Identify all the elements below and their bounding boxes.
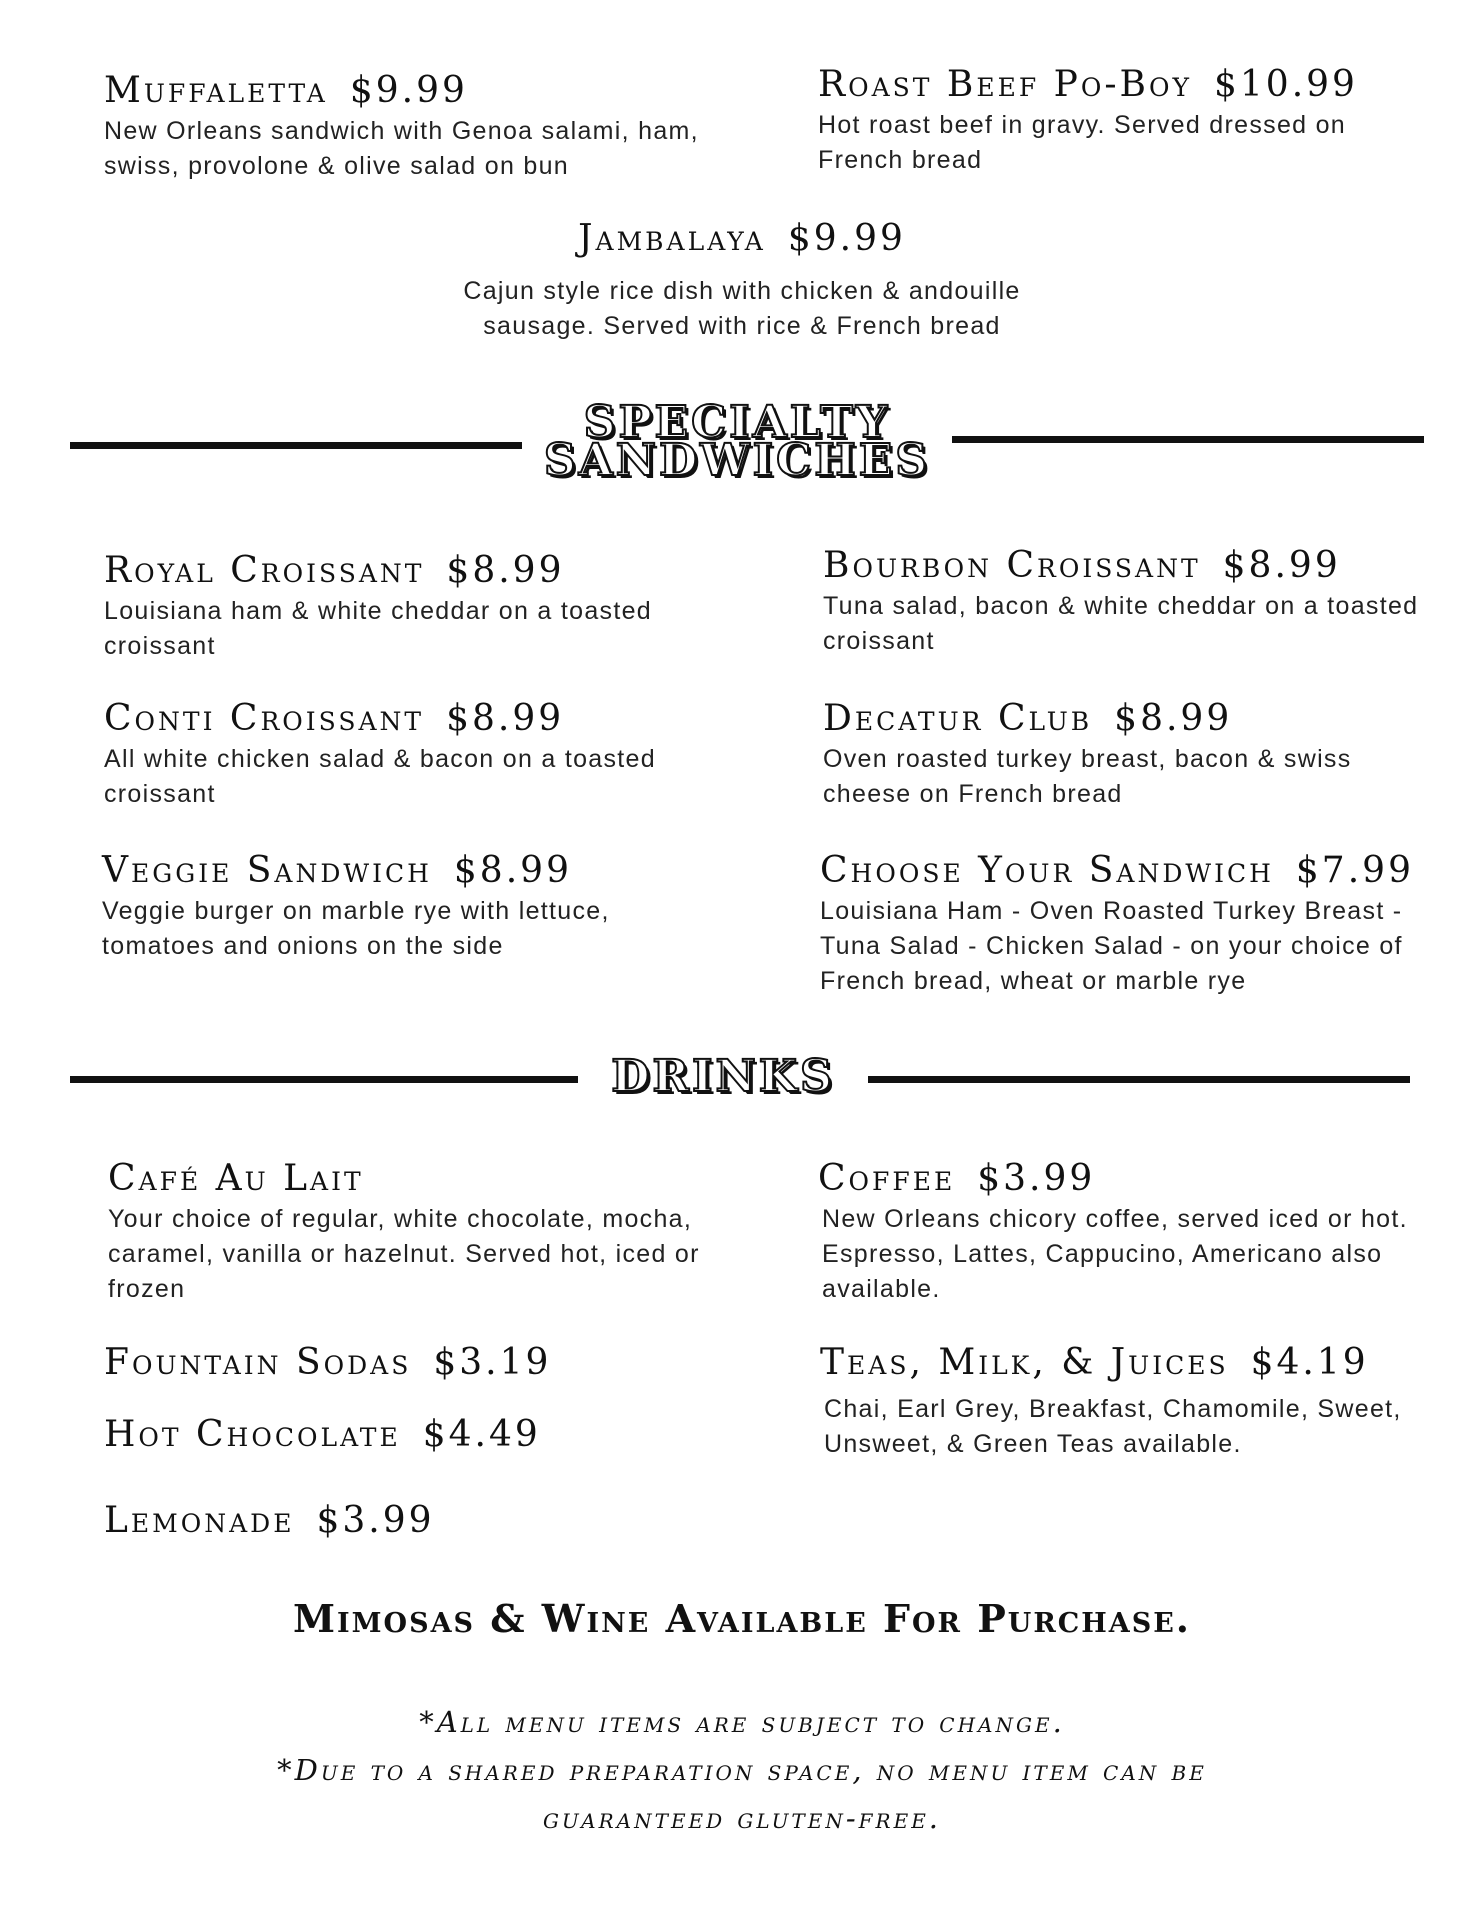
item-description: Your choice of regular, white chocolate, mocha, caramel, vanilla or hazelnut. Served hot, iced or frozen [108,1205,700,1303]
item-title [820,1342,1440,1384]
menu-item-fountain-sodas [104,1342,724,1384]
item-title [102,850,722,892]
item-title [818,1158,1438,1200]
item-price: $10.99 [1213,64,1358,105]
item-title [104,550,724,592]
item-title [823,545,1443,587]
item-name: Lemonade [104,1500,295,1541]
item-title [818,64,1438,106]
item-price: $3.99 [977,1158,1096,1199]
item-description: New Orleans chicory coffee, served iced or hot. Espresso, Lattes, Cappucino, Americano also available. [822,1205,1408,1303]
item-title [104,698,724,740]
item-name: Bourbon Croissant [823,545,1201,586]
item-name: Veggie Sandwich [102,850,432,891]
item-title [823,698,1443,740]
item-price: $3.19 [433,1342,552,1383]
menu-item-teas-milk-juices [820,1342,1440,1462]
item-name: Fountain Sodas [104,1342,412,1383]
menu-item-choose-your-sandwich [820,850,1440,999]
section-rule-left [70,1076,578,1083]
menu-item-cafe-au-lait [108,1158,728,1307]
item-description: Veggie burger on marble rye with lettuce, tomatoes and onions on the side [102,897,610,960]
section-rule-right [952,436,1424,443]
menu-item-royal-croissant [104,550,724,664]
item-title [104,70,704,112]
menu-item-bourbon-croissant [823,545,1443,659]
item-title [820,850,1440,892]
item-name: Coffee [818,1158,956,1199]
item-name: Teas, Milk, & Juices [820,1342,1229,1383]
menu-item-lemonade [104,1500,724,1542]
item-description: Chai, Earl Grey, Breakfast, Chamomile, Sweet, Unsweet, & Green Teas available. [824,1395,1402,1458]
menu-item-conti-croissant [104,698,724,812]
menu-item-muffaletta [104,70,704,184]
heading-line-1: SPECIALTY [583,397,891,448]
item-description-line-2: sausage. Served with rice & French bread [483,312,1001,340]
item-description: Tuna salad, bacon & white cheddar on a toasted croissant [823,592,1419,655]
item-name: Choose Your Sandwich [820,850,1274,891]
item-price: $4.49 [422,1414,541,1455]
item-description-line-1: Cajun style rice dish with chicken & andouille [463,277,1021,305]
item-name: Café Au Lait [108,1158,364,1199]
item-name: Conti Croissant [104,698,425,739]
mimosas-wine-notice: Mimosas & Wine Available For Purchase. [292,1596,1192,1641]
item-price: $4.19 [1250,1342,1369,1383]
item-price: $8.99 [446,698,565,739]
item-price: $8.99 [453,850,572,891]
heading-text: DRINKS [611,1051,835,1102]
menu-item-roast-beef-po-boy [818,64,1438,178]
item-name: Hot Chocolate [104,1414,401,1455]
item-description: All white chicken salad & bacon on a toasted croissant [104,745,656,808]
item-name: Royal Croissant [104,550,425,591]
item-title [104,1414,724,1456]
item-price: $9.99 [349,70,468,111]
item-name: Decatur Club [823,698,1093,739]
heading-line-2: SANDWICHES [543,435,931,486]
item-description: New Orleans sandwich with Genoa salami, ham, swiss, provolone & olive salad on bun [104,117,699,180]
menu-item-jambalaya [392,218,1092,344]
menu-item-hot-chocolate [104,1414,724,1456]
item-price: $7.99 [1295,850,1414,891]
item-price: $3.99 [316,1500,435,1541]
item-name: Muffaletta [104,70,328,111]
item-title [104,1342,724,1384]
item-description: Louisiana ham & white cheddar on a toasted croissant [104,597,652,660]
disclaimer-line-2: *Due to a shared preparation space, no menu item can be [277,1753,1207,1787]
item-price: $8.99 [446,550,565,591]
item-title [108,1158,728,1200]
section-heading-specialty-sandwiches [522,397,952,486]
item-price: $8.99 [1114,698,1233,739]
item-name: Roast Beef Po-Boy [818,64,1192,105]
item-name: Jambalaya [578,218,766,259]
section-rule-right [868,1076,1410,1083]
item-title [392,218,1092,260]
menu-disclaimers [0,1698,1484,1842]
menu-item-veggie-sandwich [102,850,722,964]
item-price: $8.99 [1222,545,1341,586]
item-price: $9.99 [787,218,906,259]
menu-item-decatur-club [823,698,1443,812]
menu-item-coffee [818,1158,1438,1307]
item-description: Oven roasted turkey breast, bacon & swiss cheese on French bread [823,745,1352,808]
section-heading-drinks [578,1051,868,1102]
item-description: Louisiana Ham - Oven Roasted Turkey Breast - Tuna Salad - Chicken Salad - on your choice of French bread, wheat or marble rye [820,897,1403,995]
item-title [104,1500,724,1542]
disclaimer-line-1: *All menu items are subject to change. [419,1705,1065,1739]
item-description: Hot roast beef in gravy. Served dressed on French bread [818,111,1347,174]
section-rule-left [70,442,522,449]
disclaimer-line-3: guaranteed gluten-free. [542,1801,942,1835]
